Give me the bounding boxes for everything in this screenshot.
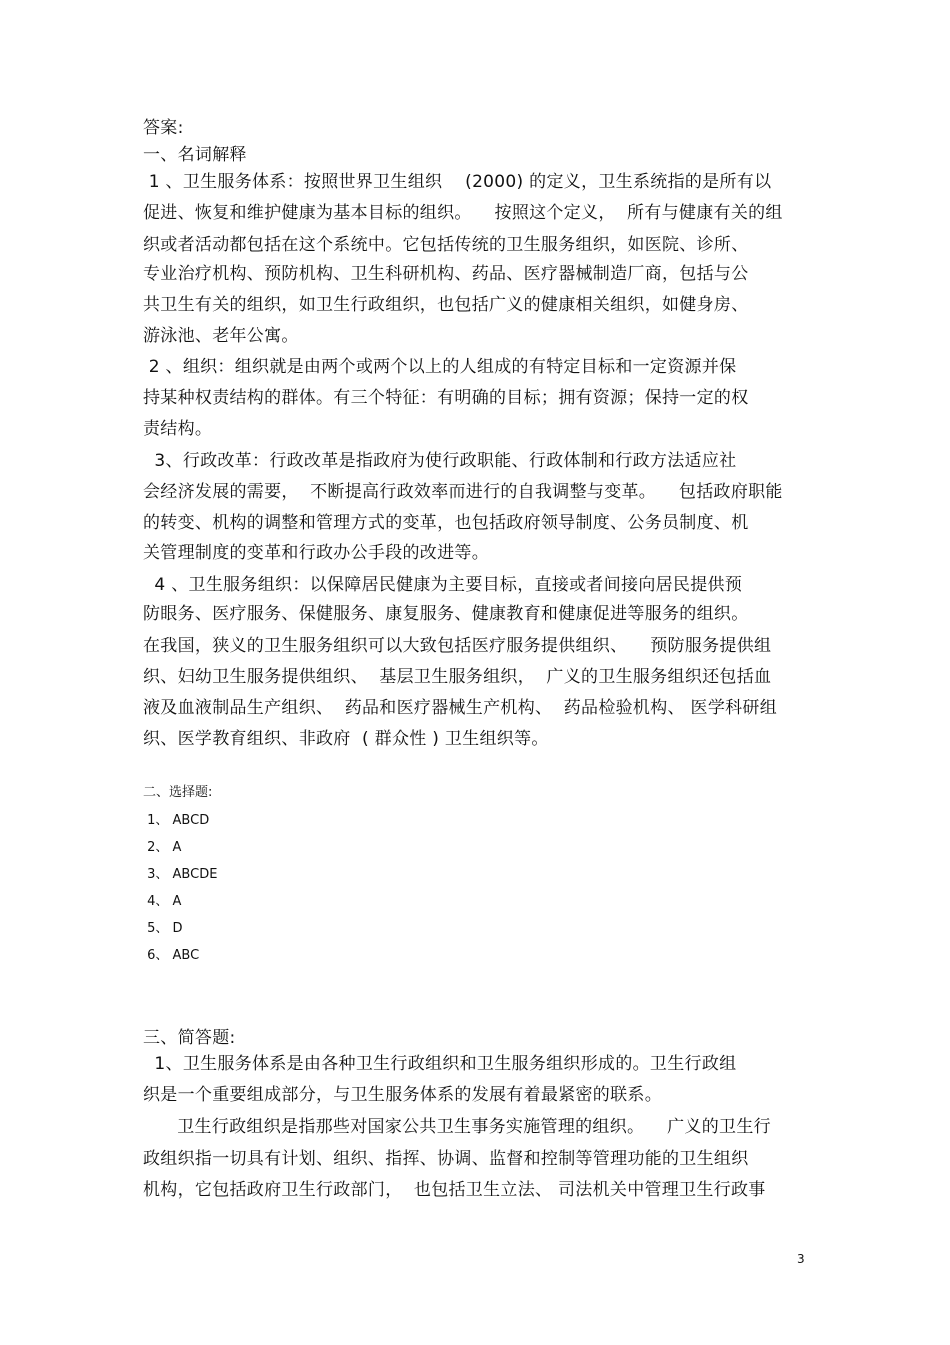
paragraph-line: 机构，它包括政府卫生行政部门， 也包括卫生立法、 司法机关中管理卫生行政事 [143, 1180, 766, 1200]
paragraph-line: 4 、卫生服务组织：以保障居民健康为主要目标，直接或者间接向居民提供预 [143, 575, 743, 595]
paragraph-line: 持某种权责结构的群体。有三个特征：有明确的目标；拥有资源；保持一定的权 [143, 388, 749, 408]
section-title-short-answer: 三、简答题: [143, 1028, 236, 1048]
paragraph-line: 防眼务、医疗服务、保健服务、康复服务、健康教育和健康促进等服务的组织。 [143, 604, 749, 624]
choice-answer: 2、 A [143, 840, 182, 855]
paragraph-line: 织是一个重要组成部分，与卫生服务体系的发展有着最紧密的联系。 [143, 1085, 662, 1105]
paragraph-line: 政组织指一切具有计划、组织、指挥、协调、监督和控制等管理功能的卫生组织 [143, 1149, 749, 1169]
paragraph-line: 3、行政改革：行政改革是指政府为使行政职能、行政体制和行政方法适应社 [143, 451, 737, 471]
paragraph-line: 2 、组织：组织就是由两个或两个以上的人组成的有特定目标和一定资源并保 [143, 357, 737, 377]
paragraph-line: 游泳池、老年公寓。 [143, 326, 299, 346]
paragraph-line: 织、妇幼卫生服务提供组织、 基层卫生服务组织， 广义的卫生服务组织还包括血 [143, 667, 772, 687]
paragraph-line: 责结构。 [143, 419, 213, 439]
paragraph-line: 在我国，狭义的卫生服务组织可以大致包括医疗服务提供组织、 预防服务提供组 [143, 636, 772, 656]
paragraph-line: 织或者活动都包括在这个系统中。它包括传统的卫生服务组织，如医院、诊所、 [143, 235, 749, 255]
paragraph-line: 专业治疗机构、预防机构、卫生科研机构、药品、医疗器械制造厂商，包括与公 [143, 264, 749, 284]
choice-answer: 4、 A [143, 894, 182, 909]
choice-answer: 1、 ABCD [143, 813, 210, 828]
paragraph-line: 关管理制度的变革和行政办公手段的改进等。 [143, 543, 489, 563]
paragraph-line: 共卫生有关的组织，如卫生行政组织，也包括广义的健康相关组织，如健身房、 [143, 295, 749, 315]
paragraph-line: 卫生行政组织是指那些对国家公共卫生事务实施管理的组织。 广义的卫生行 [143, 1117, 771, 1137]
paragraph-line: 的转变、机构的调整和管理方式的变革，也包括政府领导制度、公务员制度、机 [143, 513, 749, 533]
choice-answer: 3、 ABCDE [143, 867, 218, 882]
paragraph-line: 1 、卫生服务体系：按照世界卫生组织 (2000) 的定义，卫生系统指的是所有以 [143, 172, 772, 192]
paragraph-line: 织、医学教育组织、非政府 ( 群众性 ) 卫生组织等。 [143, 729, 549, 749]
paragraph-line: 促进、恢复和维护健康为基本目标的组织。 按照这个定义， 所有与健康有关的组 [143, 203, 783, 223]
section-title-choice: 二、选择题: [143, 785, 213, 800]
choice-answer: 6、 ABC [143, 948, 200, 963]
answer-heading: 答案: [143, 118, 184, 138]
paragraph-line: 1、卫生服务体系是由各种卫生行政组织和卫生服务组织形成的。卫生行政组 [143, 1054, 737, 1074]
paragraph-line: 会经济发展的需要， 不断提高行政效率而进行的自我调整与变革。 包括政府职能 [143, 482, 783, 502]
section-title-terms: 一、名词解释 [143, 145, 247, 165]
page-number: 3 [797, 1252, 805, 1266]
paragraph-line: 液及血液制品生产组织、 药品和医疗器械生产机构、 药品检验机构、 医学科研组 [143, 698, 778, 718]
choice-answer: 5、 D [143, 921, 183, 936]
